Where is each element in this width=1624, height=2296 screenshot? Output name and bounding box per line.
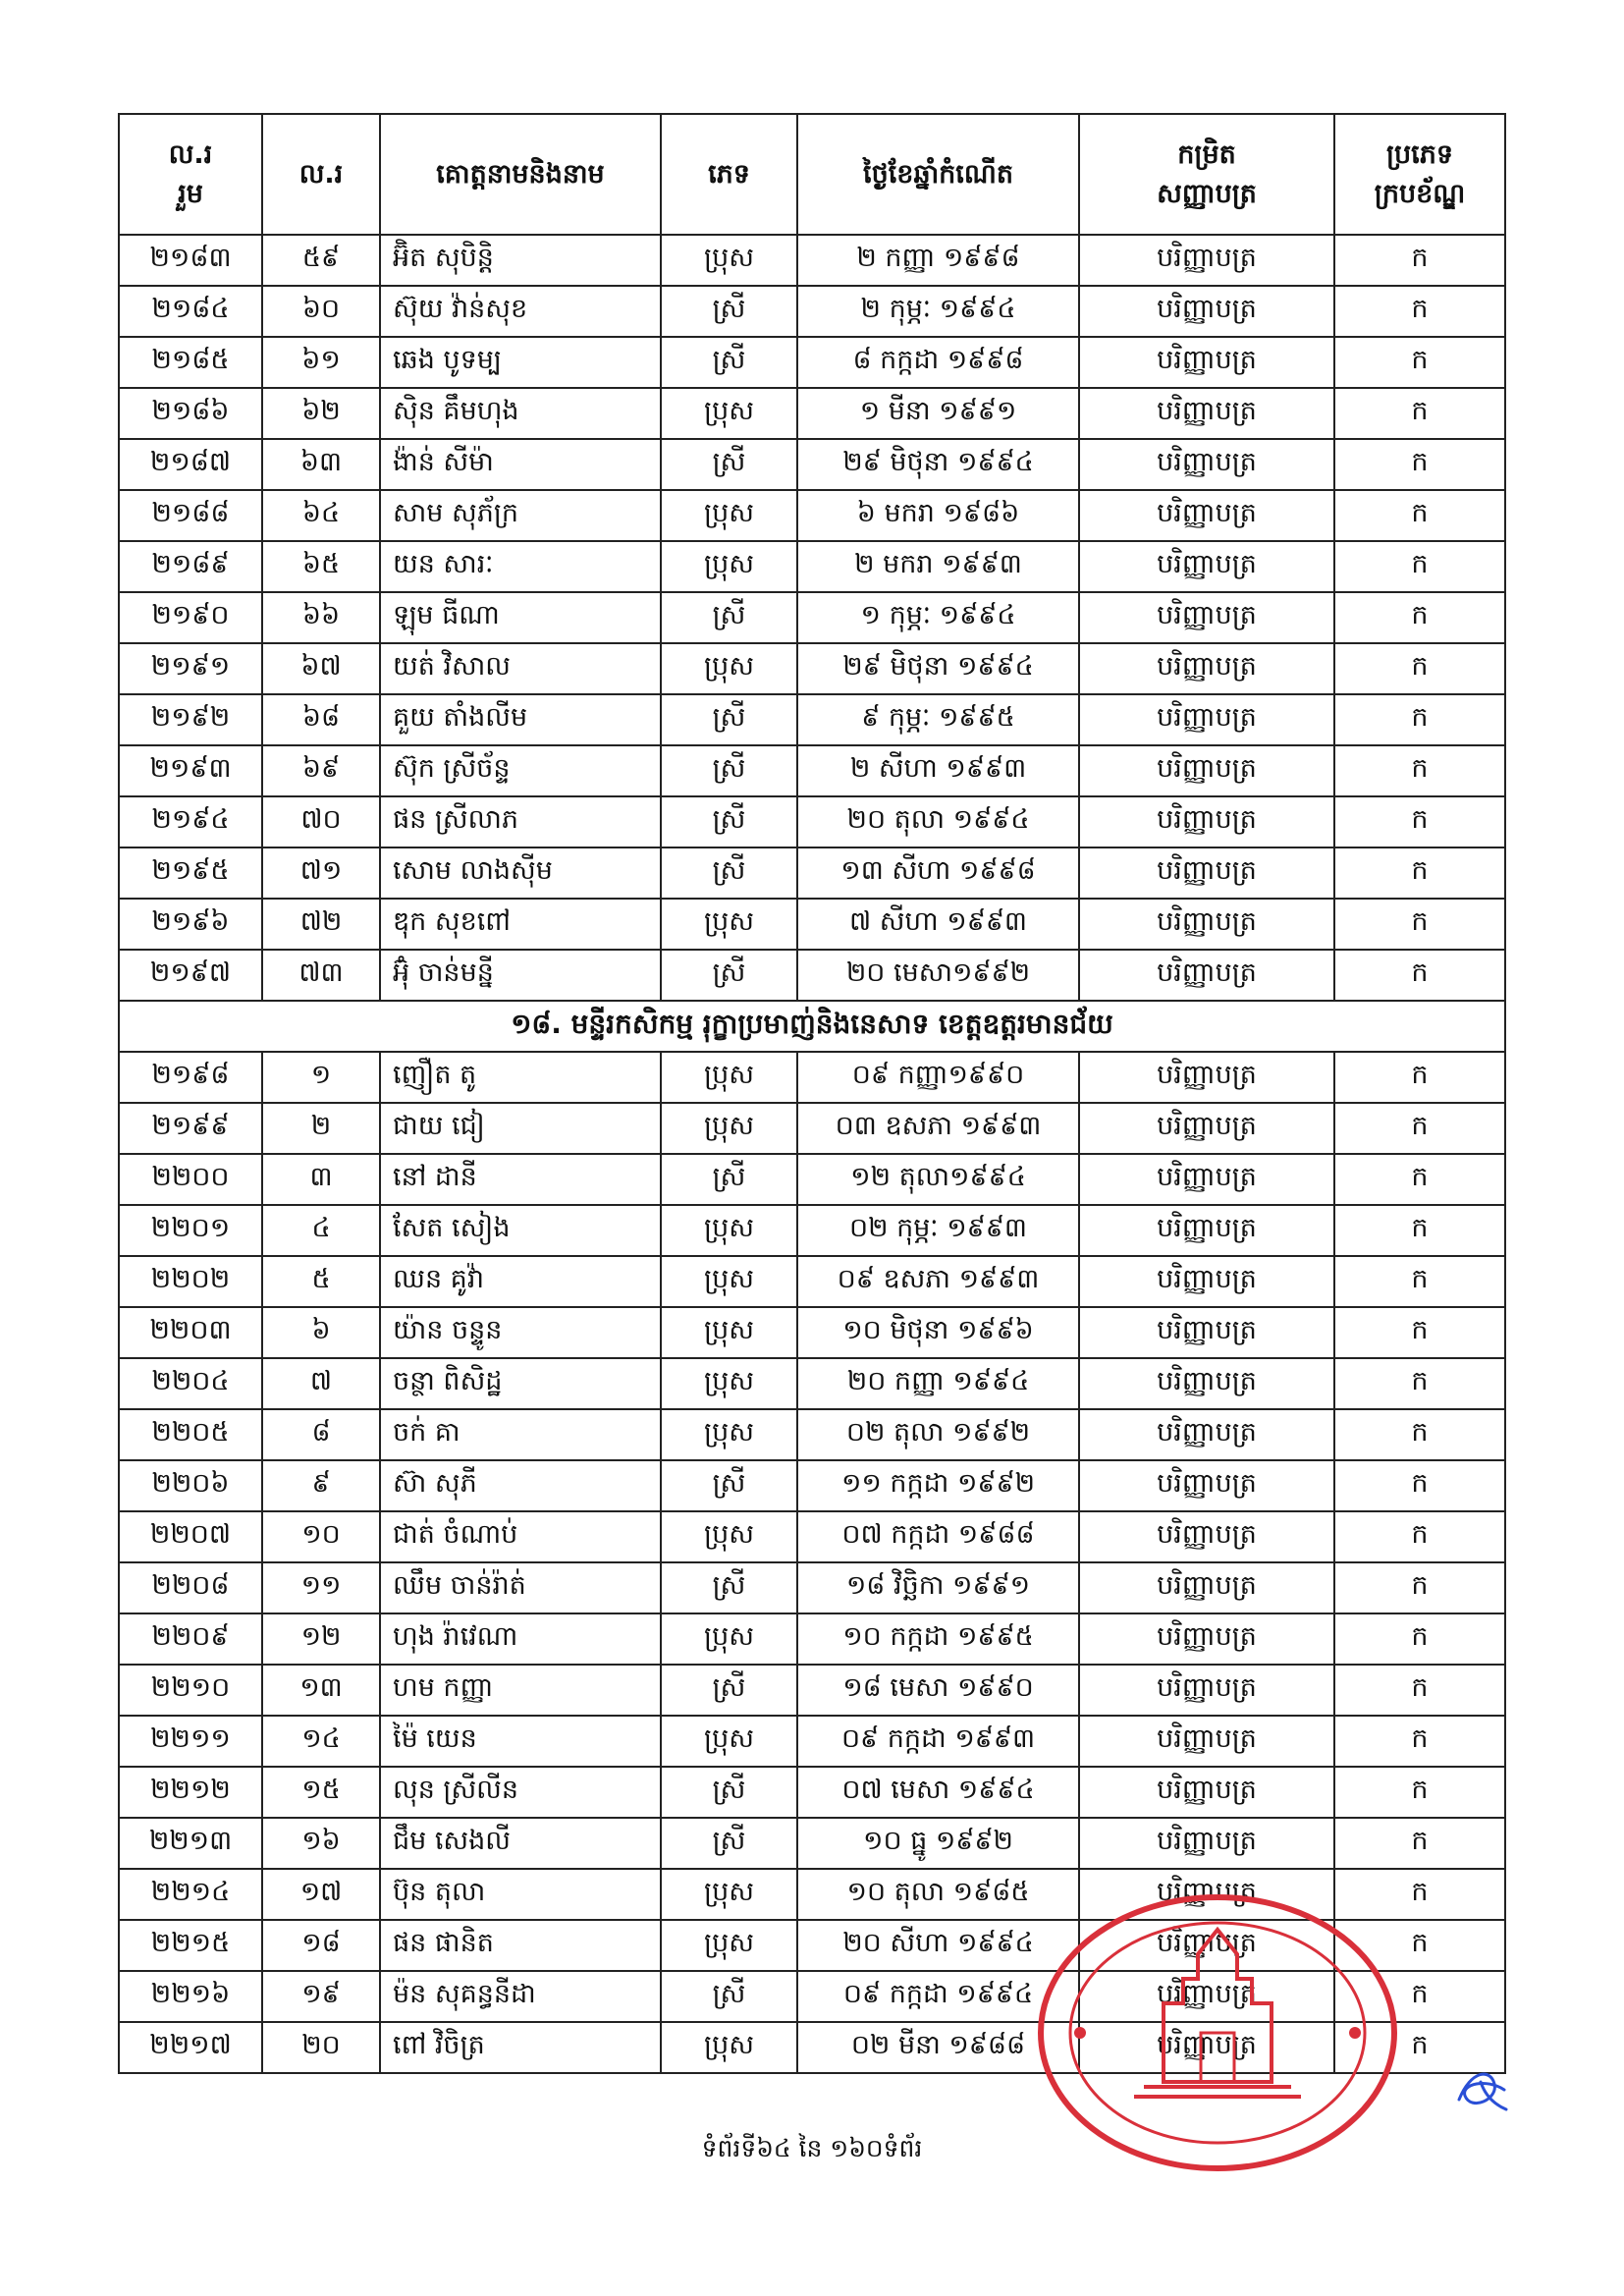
cell-type: ក — [1334, 950, 1505, 1001]
cell-type: ក — [1334, 1511, 1505, 1562]
cell-name: លុន ស្រីលីន — [380, 1767, 661, 1818]
cell-degree: បរិញ្ញាបត្រ — [1079, 1358, 1334, 1409]
cell-name: ង៉ាន់ សីម៉ា — [380, 439, 661, 490]
cell-sex: ស្រី — [661, 1562, 797, 1613]
cell-no: ៦៣ — [262, 439, 380, 490]
cell-total: ២២០៩ — [119, 1613, 262, 1665]
header-sex: ភេទ — [661, 114, 797, 235]
cell-degree: បរិញ្ញាបត្រ — [1079, 235, 1334, 286]
table-row — [119, 1562, 1505, 1613]
cell-dob: ០២ មីនា ១៩៨៨ — [797, 2022, 1079, 2073]
table-row — [119, 439, 1505, 490]
personnel-table — [118, 113, 1506, 2074]
cell-total: ២២១៧ — [119, 2022, 262, 2073]
cell-dob: ០២ កុម្ភៈ ១៩៩៣ — [797, 1205, 1079, 1256]
cell-type: ក — [1334, 1460, 1505, 1511]
cell-name: នៅ ដានី — [380, 1154, 661, 1205]
cell-no: ១ — [262, 1052, 380, 1103]
cell-sex: ស្រី — [661, 439, 797, 490]
cell-sex: ស្រី — [661, 796, 797, 847]
cell-sex: ប្រុស — [661, 1358, 797, 1409]
cell-no: ៦៦ — [262, 592, 380, 643]
table-row — [119, 1460, 1505, 1511]
cell-no: ៩ — [262, 1460, 380, 1511]
cell-dob: ១០ កក្កដា ១៩៩៥ — [797, 1613, 1079, 1665]
cell-sex: ស្រី — [661, 1818, 797, 1869]
cell-total: ២១៩២ — [119, 694, 262, 745]
cell-degree: បរិញ្ញាបត្រ — [1079, 439, 1334, 490]
cell-name: សាម សុភ័ក្រ — [380, 490, 661, 541]
header-degree: កម្រិត សញ្ញាបត្រ — [1079, 114, 1334, 235]
table-row — [119, 592, 1505, 643]
document-sheet — [118, 113, 1504, 2074]
cell-no: ៧២ — [262, 899, 380, 950]
cell-degree: បរិញ្ញាបត្រ — [1079, 1920, 1334, 1971]
cell-sex: ប្រុស — [661, 643, 797, 694]
table-row — [119, 1052, 1505, 1103]
cell-dob: ២ កញ្ញា ១៩៩៨ — [797, 235, 1079, 286]
cell-sex: ប្រុស — [661, 1511, 797, 1562]
cell-degree: បរិញ្ញាបត្រ — [1079, 1409, 1334, 1460]
cell-dob: ៨ កក្កដា ១៩៩៨ — [797, 337, 1079, 388]
table-row — [119, 745, 1505, 796]
cell-degree: បរិញ្ញាបត្រ — [1079, 1256, 1334, 1307]
cell-sex: ស្រី — [661, 337, 797, 388]
cell-name: ចក់ គា — [380, 1409, 661, 1460]
cell-sex: ប្រុស — [661, 1256, 797, 1307]
table-row — [119, 1409, 1505, 1460]
cell-degree: បរិញ្ញាបត្រ — [1079, 2022, 1334, 2073]
cell-sex: ស្រី — [661, 286, 797, 337]
signature-icon — [1451, 2060, 1512, 2121]
cell-degree: បរិញ្ញាបត្រ — [1079, 1767, 1334, 1818]
cell-type: ក — [1334, 694, 1505, 745]
cell-dob: ២០ មេសា១៩៩២ — [797, 950, 1079, 1001]
cell-type: ក — [1334, 1716, 1505, 1767]
cell-degree: បរិញ្ញាបត្រ — [1079, 490, 1334, 541]
table-row — [119, 541, 1505, 592]
cell-sex: ប្រុស — [661, 899, 797, 950]
cell-degree: បរិញ្ញាបត្រ — [1079, 643, 1334, 694]
cell-type: ក — [1334, 286, 1505, 337]
cell-name: ម៉ៃ យេន — [380, 1716, 661, 1767]
cell-dob: ៦ មករា ១៩៨៦ — [797, 490, 1079, 541]
cell-no: ១៣ — [262, 1665, 380, 1716]
cell-name: ជាត់ ចំណាប់ — [380, 1511, 661, 1562]
cell-sex: ស្រី — [661, 1971, 797, 2022]
cell-total: ២២១៥ — [119, 1920, 262, 1971]
cell-name: ជាយ ជៀ — [380, 1103, 661, 1154]
cell-type: ក — [1334, 2022, 1505, 2073]
table-row — [119, 1154, 1505, 1205]
cell-degree: បរិញ្ញាបត្រ — [1079, 286, 1334, 337]
cell-dob: ២០ តុលា ១៩៩៤ — [797, 796, 1079, 847]
cell-dob: ២៩ មិថុនា ១៩៩៤ — [797, 439, 1079, 490]
cell-dob: ១២ តុលា១៩៩៤ — [797, 1154, 1079, 1205]
cell-sex: ស្រី — [661, 1767, 797, 1818]
cell-type: ក — [1334, 1409, 1505, 1460]
cell-no: ៦៥ — [262, 541, 380, 592]
cell-sex: ប្រុស — [661, 1869, 797, 1920]
header-dob: ថ្ងៃខែឆ្នាំកំណើត — [797, 114, 1079, 235]
cell-type: ក — [1334, 1971, 1505, 2022]
cell-type: ក — [1334, 1307, 1505, 1358]
cell-type: ក — [1334, 1205, 1505, 1256]
cell-name: ជឹម សេងលី — [380, 1818, 661, 1869]
cell-degree: បរិញ្ញាបត្រ — [1079, 1052, 1334, 1103]
cell-name: យន សារៈ — [380, 541, 661, 592]
table-row — [119, 235, 1505, 286]
cell-type: ក — [1334, 490, 1505, 541]
cell-total: ២១៨៨ — [119, 490, 262, 541]
cell-name: ផន ស្រីលាភ — [380, 796, 661, 847]
cell-dob: ០៩ កក្កដា ១៩៩៤ — [797, 1971, 1079, 2022]
cell-total: ២២១២ — [119, 1767, 262, 1818]
cell-dob: ០៩ ឧសភា ១៩៩៣ — [797, 1256, 1079, 1307]
cell-no: ៦២ — [262, 388, 380, 439]
cell-dob: ០៧ មេសា ១៩៩៤ — [797, 1767, 1079, 1818]
cell-degree: បរិញ្ញាបត្រ — [1079, 694, 1334, 745]
cell-total: ២២០១ — [119, 1205, 262, 1256]
cell-type: ក — [1334, 899, 1505, 950]
cell-name: គួយ តាំងលីម — [380, 694, 661, 745]
cell-sex: ប្រុស — [661, 1307, 797, 1358]
cell-name: ឈឹម ចាន់រ៉ាត់ — [380, 1562, 661, 1613]
cell-total: ២២០៦ — [119, 1460, 262, 1511]
cell-dob: ៩ កុម្ភៈ ១៩៩៥ — [797, 694, 1079, 745]
cell-name: សោម លាងស៊ីម — [380, 847, 661, 899]
page-footer: ទំព័រទី៦៤ នៃ ១៦០ទំព័រ — [701, 2134, 923, 2162]
cell-no: ១៤ — [262, 1716, 380, 1767]
cell-name: យ៉ាន ចន្ទូន — [380, 1307, 661, 1358]
cell-degree: បរិញ្ញាបត្រ — [1079, 1511, 1334, 1562]
cell-total: ២១៨៩ — [119, 541, 262, 592]
table-row — [119, 1665, 1505, 1716]
cell-total: ២១៩៥ — [119, 847, 262, 899]
cell-total: ២២០៧ — [119, 1511, 262, 1562]
cell-dob: ៧ សីហា ១៩៩៣ — [797, 899, 1079, 950]
table-row — [119, 1103, 1505, 1154]
table-row — [119, 643, 1505, 694]
cell-sex: ស្រី — [661, 745, 797, 796]
cell-type: ក — [1334, 1256, 1505, 1307]
cell-type: ក — [1334, 1818, 1505, 1869]
cell-sex: ប្រុស — [661, 2022, 797, 2073]
cell-no: ៧០ — [262, 796, 380, 847]
cell-type: ក — [1334, 796, 1505, 847]
table-row — [119, 796, 1505, 847]
cell-dob: ០៩ កក្កដា ១៩៩៣ — [797, 1716, 1079, 1767]
cell-degree: បរិញ្ញាបត្រ — [1079, 337, 1334, 388]
cell-no: ១៦ — [262, 1818, 380, 1869]
cell-name: យត់ វិសាល — [380, 643, 661, 694]
cell-degree: បរិញ្ញាបត្រ — [1079, 1103, 1334, 1154]
cell-type: ក — [1334, 1052, 1505, 1103]
cell-sex: ប្រុស — [661, 1920, 797, 1971]
cell-type: ក — [1334, 745, 1505, 796]
cell-name: ពៅ វិចិត្រ — [380, 2022, 661, 2073]
cell-degree: បរិញ្ញាបត្រ — [1079, 592, 1334, 643]
cell-degree: បរិញ្ញាបត្រ — [1079, 1460, 1334, 1511]
cell-name: ស៊ុយ វ៉ាន់សុខ — [380, 286, 661, 337]
cell-type: ក — [1334, 847, 1505, 899]
cell-sex: ប្រុស — [661, 388, 797, 439]
table-row — [119, 694, 1505, 745]
cell-dob: ១ មីនា ១៩៩១ — [797, 388, 1079, 439]
cell-degree: បរិញ្ញាបត្រ — [1079, 541, 1334, 592]
cell-no: ៦៧ — [262, 643, 380, 694]
table-row — [119, 1205, 1505, 1256]
header-no: ល.រ — [262, 114, 380, 235]
cell-total: ២២១៤ — [119, 1869, 262, 1920]
cell-type: ក — [1334, 1665, 1505, 1716]
cell-degree: បរិញ្ញាបត្រ — [1079, 1971, 1334, 2022]
cell-degree: បរិញ្ញាបត្រ — [1079, 847, 1334, 899]
table-row — [119, 1511, 1505, 1562]
cell-sex: ស្រី — [661, 1154, 797, 1205]
cell-total: ២២០២ — [119, 1256, 262, 1307]
table-row — [119, 847, 1505, 899]
cell-name: ឌុក សុខពៅ — [380, 899, 661, 950]
cell-degree: បរិញ្ញាបត្រ — [1079, 1205, 1334, 1256]
cell-total: ២១៩១ — [119, 643, 262, 694]
cell-type: ក — [1334, 1358, 1505, 1409]
cell-sex: ប្រុស — [661, 1716, 797, 1767]
cell-no: ៦១ — [262, 337, 380, 388]
cell-degree: បរិញ្ញាបត្រ — [1079, 1562, 1334, 1613]
cell-total: ២១៨៧ — [119, 439, 262, 490]
section-title-row — [119, 1001, 1505, 1052]
cell-dob: ១៨ មេសា ១៩៩០ — [797, 1665, 1079, 1716]
cell-dob: ១៨ វិច្ឆិកា ១៩៩១ — [797, 1562, 1079, 1613]
header-name: គោត្តនាមនិងនាម — [380, 114, 661, 235]
cell-no: ៦៩ — [262, 745, 380, 796]
table-row — [119, 1358, 1505, 1409]
cell-degree: បរិញ្ញាបត្រ — [1079, 388, 1334, 439]
cell-no: ២០ — [262, 2022, 380, 2073]
cell-no: ៥ — [262, 1256, 380, 1307]
table-row — [119, 1613, 1505, 1665]
cell-degree: បរិញ្ញាបត្រ — [1079, 1613, 1334, 1665]
cell-sex: ស្រី — [661, 592, 797, 643]
table-header-row — [119, 114, 1505, 235]
cell-sex: ស្រី — [661, 1665, 797, 1716]
cell-name: ឈន គូវ៉ា — [380, 1256, 661, 1307]
cell-name: ផន ផានិត — [380, 1920, 661, 1971]
cell-total: ២២០៥ — [119, 1409, 262, 1460]
table-row — [119, 1767, 1505, 1818]
cell-name: ហម កញ្ញា — [380, 1665, 661, 1716]
cell-dob: ០៩ កញ្ញា១៩៩០ — [797, 1052, 1079, 1103]
cell-degree: បរិញ្ញាបត្រ — [1079, 1716, 1334, 1767]
cell-sex: ស្រី — [661, 694, 797, 745]
cell-type: ក — [1334, 388, 1505, 439]
cell-sex: ស្រី — [661, 950, 797, 1001]
cell-no: ៧ — [262, 1358, 380, 1409]
table-row — [119, 1307, 1505, 1358]
cell-type: ក — [1334, 337, 1505, 388]
cell-dob: ១១ កក្កដា ១៩៩២ — [797, 1460, 1079, 1511]
cell-dob: ២០ សីហា ១៩៩៤ — [797, 1920, 1079, 1971]
cell-dob: ០៧ កក្កដា ១៩៨៨ — [797, 1511, 1079, 1562]
cell-dob: ១០ តុលា ១៩៨៥ — [797, 1869, 1079, 1920]
cell-name: សែត សៀង — [380, 1205, 661, 1256]
cell-total: ២១៩៨ — [119, 1052, 262, 1103]
cell-no: ៦៨ — [262, 694, 380, 745]
cell-name: ម៉ន សុគន្ធនីដា — [380, 1971, 661, 2022]
cell-name: អ៊ិត សុបិន្តិ — [380, 235, 661, 286]
cell-name: ឆេង បូទម្ប — [380, 337, 661, 388]
cell-degree: បរិញ្ញាបត្រ — [1079, 1307, 1334, 1358]
cell-total: ២១៩៣ — [119, 745, 262, 796]
cell-no: ២ — [262, 1103, 380, 1154]
cell-dob: ១០ មិថុនា ១៩៩៦ — [797, 1307, 1079, 1358]
cell-name: ញឿត តូ — [380, 1052, 661, 1103]
cell-dob: ១៣ សីហា ១៩៩៨ — [797, 847, 1079, 899]
table-row — [119, 490, 1505, 541]
cell-type: ក — [1334, 1767, 1505, 1818]
cell-sex: ប្រុស — [661, 1052, 797, 1103]
cell-total: ២២០០ — [119, 1154, 262, 1205]
cell-type: ក — [1334, 1154, 1505, 1205]
cell-type: ក — [1334, 235, 1505, 286]
cell-type: ក — [1334, 1103, 1505, 1154]
cell-total: ២១៩៧ — [119, 950, 262, 1001]
cell-total: ២១៨៤ — [119, 286, 262, 337]
cell-degree: បរិញ្ញាបត្រ — [1079, 745, 1334, 796]
table-row — [119, 1818, 1505, 1869]
cell-total: ២១៨៦ — [119, 388, 262, 439]
cell-total: ២២១០ — [119, 1665, 262, 1716]
table-row — [119, 286, 1505, 337]
header-total-no: ល.រ រួម — [119, 114, 262, 235]
cell-degree: បរិញ្ញាបត្រ — [1079, 796, 1334, 847]
table-row — [119, 1716, 1505, 1767]
cell-total: ២១៩៦ — [119, 899, 262, 950]
cell-sex: ប្រុស — [661, 541, 797, 592]
cell-dob: ២ កុម្ភៈ ១៩៩៤ — [797, 286, 1079, 337]
cell-type: ក — [1334, 1920, 1505, 1971]
cell-dob: ១ កុម្ភៈ ១៩៩៤ — [797, 592, 1079, 643]
cell-no: ៥៩ — [262, 235, 380, 286]
cell-no: ១៨ — [262, 1920, 380, 1971]
cell-no: ៦ — [262, 1307, 380, 1358]
cell-name: ហុង រ៉ាវេណា — [380, 1613, 661, 1665]
cell-total: ២១៩៤ — [119, 796, 262, 847]
table-row — [119, 337, 1505, 388]
cell-total: ២១៨៣ — [119, 235, 262, 286]
cell-degree: បរិញ្ញាបត្រ — [1079, 1818, 1334, 1869]
section-title: ១៨. មន្ទីរកសិកម្ម រុក្ខាប្រមាញ់និងនេសាទ ខេត្តឧត្តរមានជ័យ — [119, 1001, 1505, 1052]
cell-degree: បរិញ្ញាបត្រ — [1079, 899, 1334, 950]
table-body — [119, 235, 1505, 2073]
cell-no: ១៩ — [262, 1971, 380, 2022]
cell-type: ក — [1334, 1613, 1505, 1665]
cell-sex: ប្រុស — [661, 235, 797, 286]
cell-no: ១៧ — [262, 1869, 380, 1920]
cell-sex: ស្រី — [661, 847, 797, 899]
table-row — [119, 388, 1505, 439]
cell-no: ៦៤ — [262, 490, 380, 541]
cell-sex: ប្រុស — [661, 1205, 797, 1256]
cell-dob: ០៣ ឧសភា ១៩៩៣ — [797, 1103, 1079, 1154]
cell-degree: បរិញ្ញាបត្រ — [1079, 1665, 1334, 1716]
cell-total: ២២១១ — [119, 1716, 262, 1767]
cell-no: ១០ — [262, 1511, 380, 1562]
cell-sex: ប្រុស — [661, 1409, 797, 1460]
cell-sex: ស្រី — [661, 1460, 797, 1511]
cell-dob: ០២ តុលា ១៩៩២ — [797, 1409, 1079, 1460]
cell-name: ប៊ុន តុលា — [380, 1869, 661, 1920]
cell-sex: ប្រុស — [661, 490, 797, 541]
cell-no: ៤ — [262, 1205, 380, 1256]
cell-type: ក — [1334, 1562, 1505, 1613]
cell-no: ៦០ — [262, 286, 380, 337]
cell-type: ក — [1334, 541, 1505, 592]
table-row — [119, 950, 1505, 1001]
cell-degree: បរិញ្ញាបត្រ — [1079, 950, 1334, 1001]
cell-dob: ២ មករា ១៩៩៣ — [797, 541, 1079, 592]
cell-no: ៣ — [262, 1154, 380, 1205]
cell-no: ១២ — [262, 1613, 380, 1665]
cell-sex: ប្រុស — [661, 1613, 797, 1665]
cell-total: ២១៨៥ — [119, 337, 262, 388]
header-framework-type: ប្រភេទ ក្របខ័ណ្ឌ — [1334, 114, 1505, 235]
cell-name: ស៊ា សុភី — [380, 1460, 661, 1511]
cell-no: ៧១ — [262, 847, 380, 899]
cell-total: ២១៩០ — [119, 592, 262, 643]
table-row — [119, 899, 1505, 950]
cell-no: ១១ — [262, 1562, 380, 1613]
cell-degree: បរិញ្ញាបត្រ — [1079, 1154, 1334, 1205]
cell-degree: បរិញ្ញាបត្រ — [1079, 1869, 1334, 1920]
cell-dob: ១០ ធ្នូ ១៩៩២ — [797, 1818, 1079, 1869]
cell-dob: ២ សីហា ១៩៩៣ — [797, 745, 1079, 796]
cell-total: ២១៩៩ — [119, 1103, 262, 1154]
cell-total: ២២០៤ — [119, 1358, 262, 1409]
cell-name: ឡុម ធីណា — [380, 592, 661, 643]
cell-name: ស៊ុក ស្រីច័ន្ទ — [380, 745, 661, 796]
cell-sex: ប្រុស — [661, 1103, 797, 1154]
cell-total: ២២០៨ — [119, 1562, 262, 1613]
cell-name: ស៊ិន គឹមហុង — [380, 388, 661, 439]
cell-total: ២២០៣ — [119, 1307, 262, 1358]
cell-type: ក — [1334, 1869, 1505, 1920]
cell-dob: ២០ កញ្ញា ១៩៩៤ — [797, 1358, 1079, 1409]
cell-total: ២២១៣ — [119, 1818, 262, 1869]
cell-no: ១៥ — [262, 1767, 380, 1818]
cell-type: ក — [1334, 592, 1505, 643]
table-row — [119, 1256, 1505, 1307]
cell-type: ក — [1334, 439, 1505, 490]
cell-type: ក — [1334, 643, 1505, 694]
cell-name: អ៊ុំ ចាន់មន្នី — [380, 950, 661, 1001]
cell-no: ៧៣ — [262, 950, 380, 1001]
cell-name: ចន្ថា ពិសិដ្ឋ — [380, 1358, 661, 1409]
cell-total: ២២១៦ — [119, 1971, 262, 2022]
cell-dob: ២៩ មិថុនា ១៩៩៤ — [797, 643, 1079, 694]
cell-no: ៨ — [262, 1409, 380, 1460]
